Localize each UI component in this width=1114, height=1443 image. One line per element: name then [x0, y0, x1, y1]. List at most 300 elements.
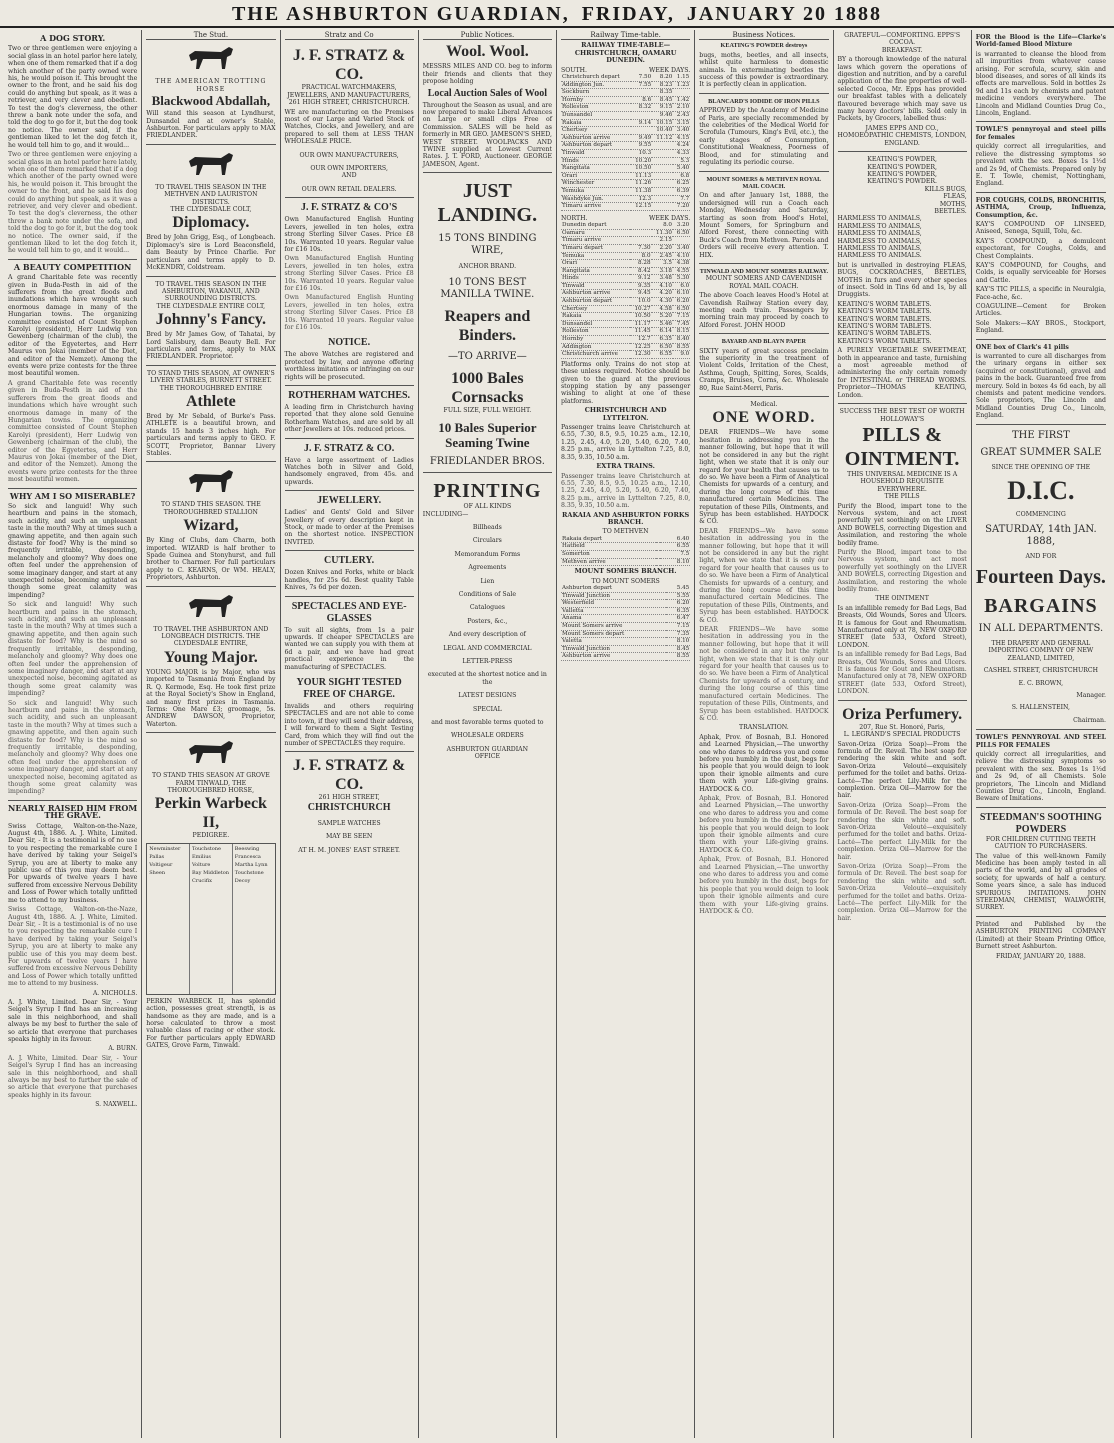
station-name: Hatfield	[561, 543, 656, 551]
pedigree-entry: Sheen	[149, 869, 166, 876]
story-text: Swiss Cottage, Walton-on-the-Naze, August 4th, 1886. A. J. White, Limited. Dear Sir, - It is a testimonial is of no use to you respecting the remarkable cure I have derived by taking your Seigel's Syrup, you are at liberty to make any public use of this you may deem best. For upwards of twelve years I have suffered from excessive Nervous Debility and Loss of Power which totally unfitted me to attend to my business.	[8, 906, 138, 988]
story-text: So sick and languid! Why such heartburn and pains in the stomach, such acidity, and such an unpleasant taste in the mouth? Why at times such a gnawing appetite, and then again such distaste for food? Why is the mind so frequently irritable, desponding, melancholy and gloomy? Why does one often feel under the apprehension of some imaginary danger, and start at any unexpected noise, becoming agitated as though some great calamity was impending?	[8, 601, 138, 698]
ad-line: FLEAS,	[943, 193, 967, 201]
station-name: Chertsey	[561, 305, 630, 313]
timetable-title: MOUNT SOMERS BRANCH.	[574, 567, 677, 576]
column-heading: Business Notices.	[699, 32, 828, 40]
ad-text: but is unrivalled in destroying FLEAS, BUGS, COCKROACHES, BEETLES, MOTHS in furs and every other species of insect. Sold in Tins 6d and 1s, by all Druggists.	[837, 261, 967, 299]
timetable-row	[561, 149, 690, 157]
sale-line: GREAT SUMMER SALE	[980, 446, 1102, 458]
ad-text: bugs, moths, beetles, and all insects, whilst quite harmless to domestic animals. In exterminating beetles the success of this powder is extraordinary. It is perfectly clean in application.	[699, 51, 829, 89]
ad-kicker: TO TRAVEL THE ASHBURTON AND LONGBEACH DISTRICTS. THE CLYDESDALE ENTIRE,	[153, 625, 269, 648]
divider	[285, 197, 414, 198]
ad-text: On and after January 1st, 1888, the undersigned will run a Coach each Monday, Wednesday and Saturday, starting as soon from Hood's Hotel, Mount Somers, for Springburn and Alford Forest, there connecting with Buck's Coach from Methven. Parcels and Orders will receive every attention. T. HIX.	[699, 192, 829, 259]
departure-time: 6.50	[673, 229, 690, 237]
ad-text: Bred by Mr Sebald, of Burke's Pass. ATHLETE is a beautiful brown, and stands 15 hands 3 inches high. For particulars and terms apply to GEO. F. SCOTT, Proprietor, Bannar Livery Stables.	[146, 412, 276, 457]
departure-time: 3.5	[652, 260, 673, 268]
sale-line: THE DRAPERY AND GENERAL IMPORTING COMPANY OF NEW ZEALAND, LIMITED,	[988, 639, 1094, 662]
ad-kicker: TO TRAVEL THIS SEASON IN THE METHVEN AND LAURISTON DISTRICTS.	[155, 183, 267, 206]
divider	[285, 438, 414, 439]
timetable-rakaia	[561, 536, 690, 566]
ad-title: FOR the Blood is the Life—Clarke's World-famed Blood Mixture	[975, 34, 1106, 49]
departure-time: 8.0	[652, 222, 673, 229]
column-8	[972, 30, 1110, 1438]
timetable-direction: SOUTH.	[561, 66, 588, 74]
station-name: Valetta	[561, 638, 666, 646]
ad-kicker: SUCCESS THE BEST TEST OF WORTH	[839, 408, 965, 416]
departure-time	[630, 222, 651, 229]
story-text: Two or three gentlemen were enjoying a social glass in an hotel parlor here lately, when one of them remarked that if a dog which another of the party owned were his, he would poison it. This brought the owner to the front, and he said his dog could do anything but speak, as it was a retriever, and very clever and obedient. To test the dog's cleverness, the other threw a bank note under the sofa, and told the dog to go for it, but the dog took no notice. The owner said, if the gentleman liked to let the dog fetch it, he would tell him to go, and it would...	[8, 151, 138, 255]
departure-time: 6.50	[652, 343, 673, 351]
timetable-row	[561, 81, 690, 89]
departure-time: 9.46	[652, 112, 673, 120]
imprint-date: FRIDAY, JANUARY 20, 1888.	[996, 952, 1086, 960]
departure-time: 3.40	[673, 244, 690, 252]
timetable-row	[561, 615, 690, 623]
timetable-row	[561, 630, 690, 638]
station-name: Temuka	[561, 252, 630, 260]
departure-time: 7.5	[660, 550, 690, 558]
departure-time: 8.10	[666, 638, 690, 646]
printing-item: Lien	[480, 577, 495, 585]
ad-address: 261 HIGH STREET,	[318, 794, 380, 802]
timetable-row	[561, 585, 690, 592]
timetable-row	[561, 267, 690, 275]
departure-time	[673, 89, 690, 97]
departure-time: 11.13	[631, 172, 652, 180]
ad-text: Purify the Blood, impart tone to the Nervous system, and act most powerfully yet soothingly on the LIVER AND BOWELS, correcting Digestion and Assimilation, and restoring the whole bodily frame.	[837, 502, 967, 547]
ad-line: FRIEDLANDER BROS.	[429, 456, 545, 468]
ad-text: Own Manufactured English Hunting Levers, jewelled in ten holes, extra strong Sterling Silver Cases. Price £8 10s. Warranted 10 years. Regular value for £16 10s.	[284, 216, 414, 253]
pedigree-entry: Decoy	[234, 877, 251, 884]
horse-icon	[181, 591, 241, 623]
departure-time: 8.55	[666, 653, 690, 661]
departure-time: 4.24	[673, 142, 690, 150]
timetable-subtitle: TO METHVEN	[602, 528, 649, 536]
timetable-row	[561, 187, 690, 195]
story-text: A. J. White, Limited. Dear Sir, - Your Seigel's Syrup I find has an increasing sale in this neighborhood, and shall always be my best to further the sale of so article that everyone that purchases speaks highly in its favour.	[8, 998, 138, 1043]
pedigree-column	[233, 844, 275, 994]
station-name: Orari	[561, 172, 631, 180]
divider	[699, 333, 828, 334]
station-name: Hornby	[561, 96, 631, 104]
ad-title: Perkin Warbeck II,	[154, 795, 267, 832]
ad-subtitle: THE OINTMENT	[875, 595, 929, 603]
sale-line: Chairman.	[1073, 716, 1106, 724]
station-name: Rangitata	[561, 267, 630, 275]
ad-kicker: GRATEFUL—COMFORTING. EPPS'S COCOA.	[844, 32, 961, 47]
dic-sale-ad	[976, 430, 1106, 724]
newspaper-columns	[4, 30, 1110, 1438]
signature: A. NICHOLLS.	[92, 989, 138, 997]
departure-time	[652, 142, 673, 150]
sale-line: CASHEL STREET, CHRISTCHURCH	[983, 667, 1099, 675]
timetable-row	[561, 351, 690, 359]
ad-text: is warranted to cleanse the blood from all impurities from whatever cause arising. For scrofula, scurvy, skin and blood diseases, and sores of all kinds its effects are marvellous. Sold in bottles 2s 9d and 11s each by chemists and patent medicine vendors everywhere. The Lincoln and Midland Counties Drug Co., Lincoln, England.	[975, 50, 1106, 118]
ad-text: A PURELY VEGETABLE SWEETMEAT, both in appearance and taste, furnishing a most agreeable method of administering the only certain remedy for INTESTINAL or THREAD WORMS. Proprietor—THOMAS KEATING, London.	[837, 347, 967, 399]
timetable-row	[561, 74, 690, 81]
timetable-text: Passenger trains leave Christchurch at 6.55, 7.30, 8.5, 9.5, 10.25 a.m., 12.10, 1.25, 2.45, 4.0, 5.20, 5.40, 6.20, 7.40, 8.25 p.m., arrive in Lyttelton 7.25, 8.0, 8.35, 9.35, 10.50 a.m.	[561, 472, 691, 510]
ad-title: TINWALD AND MOUNT SOMERS RAILWAY.	[699, 267, 829, 275]
departure-time: 2.10	[673, 104, 690, 112]
departure-time: 8.28	[630, 260, 651, 268]
pedigree-entry: Pallas	[149, 853, 165, 860]
departure-time: 2.20	[652, 244, 673, 252]
ad-text: Own Manufactured English Hunting Levers, jewelled in ten holes, extra strong Sterling Silver Cases. Price £8 10s. Warranted 10 years. Regular value for £16 10s.	[284, 294, 414, 331]
column-1	[4, 30, 142, 1438]
station-name: Westerfield	[561, 600, 666, 608]
station-name: Tinwald Junction	[561, 592, 666, 600]
ad-text: DEAR FRIENDS—We have some hesitation in addressing you in the manner following, but hope that it will not be considered in any but the right light, when we state that it is only our regard for your health that causes us to do so. We have been a Firm of Analytical Chemists for upwards of a century, and during the long course of this time manufactured certain Medicines. The reputation of these Pills, Ointments, and Syrup has been established. HAYDOCK & CO.	[699, 527, 829, 624]
station-name: Chertsey	[561, 127, 631, 135]
sale-line: IN ALL DEPARTMENTS.	[978, 622, 1104, 634]
departure-time: 5.46	[652, 320, 673, 328]
ad-text: Have a large assortment of Ladies Watches both in Silver and Gold, handsomely engraved, from 45s. and upwards.	[284, 456, 414, 486]
departure-time: 6.40	[660, 536, 690, 543]
timetable-row	[561, 645, 690, 653]
divider	[285, 550, 414, 551]
divider	[838, 151, 967, 152]
departure-time: 4.10	[673, 252, 690, 260]
ad-line: OUR OWN IMPORTERS,	[310, 165, 388, 173]
departure-time: 2.45	[652, 252, 673, 260]
ad-line: WHOLESALE ORDERS	[450, 732, 524, 740]
departure-time: 9.0	[673, 351, 690, 359]
ad-subtitle: THE PILLS	[884, 493, 920, 501]
station-name: Methven arrive	[561, 558, 656, 566]
ad-line: SPECIAL	[473, 705, 502, 713]
timetable-subtitle: TO MOUNT SOMERS	[591, 577, 660, 585]
ad-line: MAY BE SEEN	[325, 833, 373, 841]
divider	[146, 732, 275, 733]
departure-time: 6.35	[652, 336, 673, 344]
horse-icon	[181, 466, 241, 498]
departure-time: 5.30	[673, 275, 690, 283]
station-name: Addington	[561, 343, 630, 351]
horse-icon	[181, 149, 241, 181]
ad-line: KEATING'S WORM TABLETS.	[837, 300, 932, 308]
ad-subtitle: THE THOROUGHBRED ENTIRE	[159, 384, 262, 392]
story-title: A BEAUTY COMPETITION	[13, 261, 132, 272]
timetable-row	[561, 320, 690, 328]
divider	[146, 461, 275, 462]
timetable-row	[561, 172, 690, 180]
timetable-note: Platforms only. Trains do not stop at these unless required. Notice should be given to the guard at the previous stopping station by any passenger wishing to alight at one of these platforms.	[561, 360, 691, 405]
ad-text: is warranted to cure all discharges from the urinary organs in either sex (acquired or constitutional), gravel and pains in the back. Guaranteed free from mercury. Sold in boxes 4s 6d each, by all chemists and patent medicine vendors. Sole proprietors, The Lincoln and Midland Counties Drug Co., Lincoln, England.	[975, 353, 1106, 420]
ad-line: HARMLESS TO ANIMALS,	[837, 230, 922, 238]
masthead-title: THE ASHBURTON GUARDIAN,	[231, 3, 570, 25]
ad-title: PRINTING	[433, 480, 542, 503]
ad-line: KEATING'S WORM TABLETS.	[837, 330, 932, 338]
timetable-row	[561, 313, 690, 321]
masthead-date: JANUARY 20 1888	[686, 3, 883, 25]
divider	[285, 490, 414, 491]
timetable-title: CHRISTCHURCH AND LYTTELTON.	[584, 406, 667, 422]
departure-time: 11.12	[652, 134, 673, 142]
timetable-row	[561, 165, 690, 173]
departure-time: 10.15	[652, 119, 673, 127]
ad-text: quickly correct all irregularities, and relieve the distressing symptoms so prevalent with the sex. Boxes 1s 1½d and 2s 9d, of Chemists. Prepared only by E. T. Towle, chemist, Nottingham, England.	[975, 143, 1106, 188]
ad-subtitle: THE CLYDESDALE ENTIRE COLT,	[156, 302, 266, 310]
departure-time: 8.0	[630, 252, 651, 260]
ad-address: 261 HIGH STREET, CHRISTCHURCH.	[288, 99, 410, 107]
story-title: A DOG STORY.	[40, 33, 106, 43]
departure-time: 8.42	[630, 267, 651, 275]
departure-time: 6.8	[673, 172, 690, 180]
ad-text: Aphak, Prov. of Bosnah, B.I. Honored and Learned Physician,—The unworthy one who dares to address you and come before you humbly in the dust, begs for his people that you would deign to look upon their ignoble ailments and cure them with your Life-giving grains. HAYDOCK & CO.	[699, 794, 829, 854]
departure-time: 12.7	[630, 336, 651, 344]
ad-line: FULL SIZE, FULL WEIGHT.	[443, 406, 532, 414]
printing-item: Memorandum Forms	[454, 550, 521, 558]
ad-title: JEWELLERY.	[317, 495, 382, 507]
timetable-header	[561, 215, 690, 222]
ad-line: LEGAL AND COMMERCIAL	[443, 644, 532, 652]
station-name: Dunsandel	[561, 320, 630, 328]
divider	[8, 800, 137, 801]
ad-text: PERKIN WARBECK II, has splendid action, possesses great strength, is as handsome as they are made, and is a horse calculated to throw a most valuable class of racing or other stock. For further particulars apply EDWARD GATES, Grove Farm, Tinwald.	[146, 997, 276, 1050]
departure-time: 6.10	[673, 290, 690, 298]
pedigree-entry: Martha Lynn	[234, 861, 268, 868]
ad-title: Wool. Wool.	[445, 43, 529, 61]
departure-time: 4.58	[652, 305, 673, 313]
divider	[838, 403, 967, 404]
ad-line: KAY'S COMPOUND, a demulcent expectorant, for Coughs, Colds, and Chest Complaints.	[975, 237, 1106, 260]
ad-text: Throughout the Season as usual, and are now prepared to make Liberal Advances on Large or small clips Free of Commission. SALES will be held as formerly in MR GEO. JAMESON'S SHED, WEST STREET. WOOLPACKS AND TWINE supplied at Lowest Current Rates. J. T. FORD, Auctioneer. GEORGE JAMESON, Agent.	[422, 101, 552, 168]
departure-time: 12.30	[630, 351, 651, 359]
departure-time: 4.20	[652, 290, 673, 298]
departure-time: 6.35	[666, 607, 690, 615]
departure-time: 8.6	[631, 96, 652, 104]
timetable-subtitle: EXTRA TRAINS.	[596, 462, 655, 471]
ad-address: 207, Rue St. Honoré, Paris,	[859, 723, 945, 731]
ad-text: Savon-Oriza (Oriza Soap)—From the formula of Dr. Reveil. The best soap for rendering the skin white and soft. Savon-Oriza Velouté—exquisitely perfumed for the toilet and baths. Oriza-Lacté—The perfect Lily-Milk for the complexion. Oriza Oil—Marrow for the hair.	[837, 740, 967, 800]
departure-time: 4.15	[673, 134, 690, 142]
ad-kicker: TO STAND THIS SEASON AT GROVE FARM TINWALD, THE THOROUGHBRED HORSE,	[151, 772, 270, 794]
timetable-row	[561, 305, 690, 313]
ad-text: Bred by John Grigg, Esq., of Longbeach. Diplomacy's sire is Lord Beaconsfield, dam Beauty by Prince Charlie. For particulars and terms apply to D. McKENDRY, Coldstream.	[146, 234, 276, 272]
divider	[8, 259, 137, 260]
ad-line: KAY'S COMPOUND, for Coughs, and Colds, is equally serviceable for Horses and Cattle.	[975, 261, 1106, 284]
ad-text: The value of this well-known Family Medicine has been amply tested in all parts of the world, and by all grades of society, for upwards of half a century. Some years since, a sale has induced SPURIOUS IMITATIONS. JOHN STEEDMAN, CHEMIST, WALWORTH, SURREY.	[975, 852, 1106, 912]
ad-text: The above Watches are registered and protected by law, and anyone offering worthless imitations or infringing on our rights will be prosecuted.	[284, 351, 414, 381]
station-name: Addington Jun.	[561, 81, 631, 89]
departure-time: 12.25	[630, 343, 651, 351]
departure-time: 7.45	[673, 320, 690, 328]
ad-title: STEEDMAN'S SOOTHING POWDERS	[979, 811, 1102, 835]
station-name: Rangitata	[561, 165, 631, 173]
timetable-row	[561, 222, 690, 229]
station-name: Sockburn	[561, 89, 631, 97]
timetable-row	[561, 112, 690, 120]
timetable-row	[561, 237, 690, 245]
station-name: Mount Somers depart	[561, 630, 666, 638]
departure-time: 6.39	[673, 187, 690, 195]
timetable-north	[561, 222, 690, 359]
masthead-day: FRIDAY,	[581, 3, 675, 25]
pedigree-entry: Newminster	[149, 845, 181, 852]
ad-text: A leading firm in Christchurch having reported that they alone sold Genuine Rotherham Watches, and are sold by all other Jewellers at 10s. reduced prices.	[284, 404, 414, 434]
ad-line: LATEST DESIGNS	[458, 692, 517, 700]
ad-text: By King of Clubs, dam Charm, both imported. WIZARD is half brother to Spade Guinea and Stonyhurst, and full brother to Charmer. For full particulars apply to C. KEARNS, Or WM. HEALY, Proprietors, Ashburton.	[146, 537, 276, 582]
sale-line: AND FOR	[1025, 552, 1057, 560]
timetable-row	[561, 89, 690, 97]
ad-title: ONE box of Clark's 41 pills	[975, 343, 1069, 351]
departure-time: 7.20	[673, 203, 690, 211]
sale-line: S. HALLENSTEIN,	[1011, 704, 1071, 712]
station-name: Christchurch depart	[561, 74, 631, 81]
ad-kicker: HOLLOWAY'S	[880, 415, 925, 423]
departure-time: 11.45	[630, 328, 651, 336]
departure-time	[631, 112, 652, 120]
departure-time: 7.55	[631, 81, 652, 89]
station-name: Dunsandel	[561, 112, 631, 120]
departure-time: 1.42	[673, 96, 690, 104]
imprint: Printed and Published by the ASHBURTON PRINTING COMPANY (Limited) at their Steam Printing Office, Burnett street Ashburton.	[975, 920, 1106, 951]
ad-line: 15 TONS BINDING WIRE,	[438, 233, 537, 257]
ad-text: Aphak, Prov. of Bosnah, B.I. Honored and Learned Physician,—The unworthy one who dares to address you and come before you humbly in the dust, begs for his people that you would deign to look upon their ignoble ailments and cure them with your Life-giving grains. HAYDOCK & CO.	[699, 733, 829, 793]
ad-address: JAMES EPPS AND CO., HOMOEOPATHIC CHEMISTS, LONDON, ENGLAND.	[837, 124, 967, 147]
departure-time: 11.26	[631, 180, 652, 188]
timetable-row	[561, 622, 690, 630]
departure-time: 10.20	[631, 157, 652, 165]
ad-line: And every description of	[448, 631, 526, 639]
story-text: A grand Charitable fete was recently given in Buda-Pesth in aid of the sufferers from the great floods and inundations which have wrought such enormous damage in many of the Hungarian towns. The organizing committee consisted of Count Stephen Karolyi (president), Herr Ludwig von Gewenberg (chairman of the club), the editor of the Egyetertes, and Herr Maurus von Jokai (member of the Diet, and editor of the Nemzet). Among the events were prize contests for the three most beautiful women.	[8, 379, 138, 484]
ad-text: Savon-Oriza (Oriza Soap)—From the formula of Dr. Reveil. The best soap for rendering the skin white and soft. Savon-Oriza Velouté—exquisitely perfumed for the toilet and baths. Oriza-Lacté—The perfect Lily-Milk for the complexion. Oriza Oil—Marrow for the hair.	[837, 801, 967, 861]
printing-item: Catalogues	[469, 604, 505, 612]
station-name: Rakaia	[561, 119, 631, 127]
timetable-row	[561, 96, 690, 104]
ad-title: J. F. STRATZ & CO.	[303, 442, 395, 454]
ad-line: KEATING'S WORM TABLETS.	[837, 315, 932, 323]
timetable-row	[561, 607, 690, 615]
station-name: Anama	[561, 615, 666, 623]
departure-time: 6.20	[673, 298, 690, 306]
departure-time: 11.17	[630, 320, 651, 328]
ad-kicker: THE AMERICAN TROTTING HORSE	[155, 78, 267, 93]
departure-time: 8.15	[673, 328, 690, 336]
section-heading: Medical.	[750, 401, 778, 409]
story-text: So sick and languid! Why such heartburn and pains in the stomach, such acidity, and such an unpleasant taste in the mouth? Why at times such a gnawing appetite, and then again such distaste for food? Why is the mind so frequently irritable, desponding, melancholy and gloomy? Why does one often feel under the apprehension of some imaginary danger, and start at any unexpected noise, becoming agitated as though some great calamity was impending?	[8, 699, 138, 796]
divider	[976, 121, 1106, 122]
ad-text: SIXTY years of great success proclaim the superiority in the treatment of Violent Colds, Irritation of the Chest, Asthma, Cough, Spitting, Sores, Scalds, Cramps, Bruises, Corns, &c. Wholesale 80, Rue Saint-Merri, Paris.	[699, 347, 829, 392]
timetable-row	[561, 119, 690, 127]
station-name: Ashburton arrive	[561, 134, 631, 142]
ad-line: KEATING'S POWDER,	[867, 156, 938, 164]
ad-city: CHRISTCHURCH	[307, 801, 391, 813]
ad-line: KEATING'S POWDER,	[867, 163, 938, 171]
ad-title: Diplomacy.	[172, 214, 250, 232]
story-title: WHY AM I SO MISERABLE?	[9, 490, 136, 501]
timetable-mtsomers	[561, 585, 690, 661]
ad-line: OUR OWN RETAIL DEALERS.	[301, 185, 397, 193]
departure-time	[652, 149, 673, 157]
ad-title: NOTICE.	[328, 337, 371, 349]
departure-time: 6.55	[652, 351, 673, 359]
departure-time	[652, 172, 673, 180]
station-name: Ashburton depart	[561, 142, 631, 150]
departure-time	[652, 187, 673, 195]
ad-line: executed at the shortest notice and in the	[427, 671, 547, 686]
ad-kicker: TO STAND THIS SEASON. THE THOROUGHBRED STALLION	[161, 501, 261, 516]
station-name: Valletta	[561, 607, 666, 615]
departure-time: 9.12	[630, 275, 651, 283]
timetable-row	[561, 282, 690, 290]
ad-line: HARMLESS TO ANIMALS,	[837, 215, 922, 223]
pedigree-table	[146, 843, 275, 995]
timetable-row	[561, 653, 690, 661]
station-name: Tinwald	[561, 282, 630, 290]
timetable-row	[561, 260, 690, 268]
departure-time: 5.40	[673, 165, 690, 173]
ad-title: Blackwood Abdallah,	[151, 93, 271, 109]
ad-title: BLANCARD'S IODIDE OF IRON PILLS	[708, 97, 820, 105]
ad-title: TOWLE'S PENNYROYAL AND STEEL PILLS FOR FEMALES	[975, 734, 1106, 749]
station-name: Ashburton arrive	[561, 290, 630, 298]
timetable-row	[561, 328, 690, 336]
timetable-days: WEEK DAYS.	[649, 214, 691, 222]
station-name: Winchester	[561, 180, 631, 188]
sale-line: Manager.	[1076, 691, 1106, 699]
ad-text: The above Coach leaves Hood's Hotel at Cavendish Railway Station every day, meeting each train. Passengers by morning train may proceed by coach to Alford Forest. JOHN HOOD	[699, 292, 829, 329]
ad-title: J. F. STRATZ & CO.	[292, 757, 406, 794]
printing-item: Agreements	[468, 564, 507, 572]
departure-time	[630, 237, 651, 245]
column-heading: The Stud.	[146, 32, 275, 40]
ad-text: Ladies' and Gents' Gold and Silver Jewellery of every description kept in Stock, or made to order at the Premises on the shortest notice. INSPECTION INVITED.	[284, 509, 414, 546]
pedigree-entry: Voltigeur	[149, 861, 173, 868]
departure-time: 4.10	[652, 282, 673, 290]
column-heading: Railway Time-table.	[561, 32, 690, 40]
divider	[8, 488, 137, 489]
departure-time	[652, 203, 673, 211]
divider	[838, 700, 967, 701]
ad-line: ASHBURTON GUARDIAN	[446, 745, 529, 753]
timetable-row	[561, 195, 690, 203]
divider	[699, 396, 828, 397]
divider	[423, 172, 552, 173]
sale-line: SATURDAY, 14th JAN. 1888,	[985, 523, 1097, 547]
divider	[976, 807, 1106, 808]
pedigree-entry: Touchstone	[234, 869, 264, 876]
divider	[976, 339, 1106, 340]
column-3	[281, 30, 419, 1438]
pedigree-column	[190, 844, 233, 994]
departure-time: 10.3	[631, 149, 652, 157]
ad-title: Wizard,	[183, 517, 239, 535]
sale-line: THE FIRST	[1011, 429, 1070, 441]
ad-title: TOWLE'S pennyroyal and steel pills for females	[975, 126, 1106, 141]
column-heading: Public Notices.	[423, 32, 552, 40]
departure-time: 6.20	[666, 600, 690, 608]
ad-line: COAGULINE—Cement for Broken Articles.	[975, 303, 1106, 318]
ad-text: Is an infallible remedy for Bad Legs, Bad Breasts, Old Wounds, Sores and Ulcers. It is famous for Gout and Rheumatism. Manufactured only at 78, NEW OXFORD STREET (late 533, Oxford Street), LONDON.	[837, 651, 967, 696]
ad-title: J. F. STRATZ & CO.	[292, 47, 406, 84]
departure-time: 3.40	[673, 127, 690, 135]
station-name: Hornby	[561, 336, 630, 344]
departure-time: 11.30	[652, 229, 673, 237]
timetable-title: RAKAIA AND ASHBURTON FORKS BRANCH.	[562, 510, 690, 526]
ad-title: 10 Bales Superior Seaming Twine	[438, 420, 537, 451]
ad-title: FOR COUGHS, COLDS, BRONCHITIS, ASTHMA, Croup, Influenza, Consumption, &c.	[975, 196, 1106, 219]
ad-line: and most favorable terms quoted to	[431, 719, 544, 726]
departure-time: 7.30	[630, 244, 651, 252]
ad-subtitle: THIS UNIVERSAL MEDICINE IS A HOUSEHOLD REQUISITE EVERYWHERE.	[847, 470, 958, 493]
ad-line: OUR OWN MANUFACTURERS,	[299, 151, 399, 159]
ad-text: Aphak, Prov. of Bosnah, B.I. Honored and Learned Physician,—The unworthy one who dares to address you and come before you humbly in the dust, begs for his people that you would deign to look upon their ignoble ailments and cure them with your Life-giving grains. HAYDOCK & CO.	[699, 856, 829, 916]
departure-time: 10.27	[630, 305, 651, 313]
station-name: Ashburton depart	[561, 585, 666, 592]
departure-time: 3.48	[652, 275, 673, 283]
